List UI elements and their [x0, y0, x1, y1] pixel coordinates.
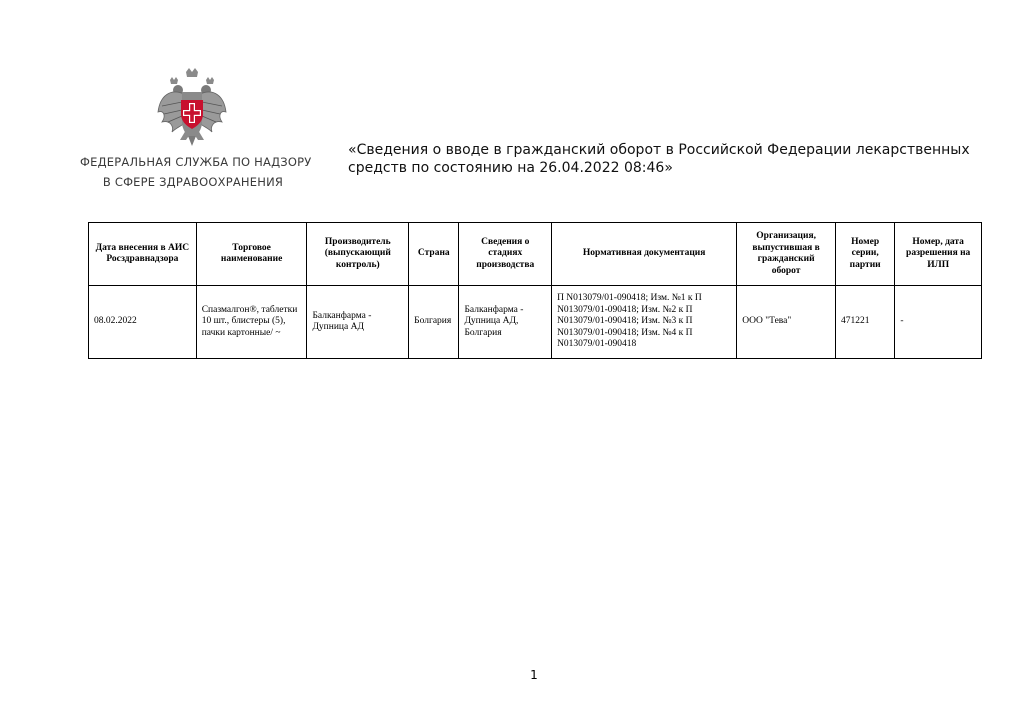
col-header-trade-name: Торговое наименование	[196, 223, 307, 286]
table-header-row	[89, 223, 982, 286]
col-header-manufacturer: Производитель (выпускающий контроль)	[307, 223, 409, 286]
cell-date: 08.02.2022	[89, 286, 197, 359]
col-header-country: Страна	[409, 223, 459, 286]
col-header-documentation: Нормативная документация	[552, 223, 737, 286]
cell-permit: -	[895, 286, 982, 359]
col-header-batch: Номер серии, партии	[835, 223, 894, 286]
roszdravnadzor-emblem	[156, 66, 228, 148]
col-header-stages: Сведения о стадиях производства	[459, 223, 552, 286]
col-header-permit: Номер, дата разрешения на ИЛП	[895, 223, 982, 286]
agency-name	[80, 152, 312, 192]
cell-manufacturer: Балканфарма - Дупница АД	[307, 286, 409, 359]
cell-batch: 471221	[835, 286, 894, 359]
cell-country: Болгария	[409, 286, 459, 359]
agency-name-line2: В СФЕРЕ ЗДРАВООХРАНЕНИЯ	[102, 175, 284, 189]
cell-documentation: П N013079/01-090418; Изм. №1 к П N013079/01-090418; Изм. №2 к П N013079/01-090418; Изм. №3 к П N013079/01-090418; Изм. №4 к П N013079/01-090418	[552, 286, 737, 359]
table-row	[89, 286, 982, 359]
cell-trade-name: Спазмалгон®, таблетки 10 шт., блистеры (5), пачки картонные/ ~	[196, 286, 307, 359]
medicines-table	[88, 222, 982, 359]
cell-organization: ООО "Тева"	[737, 286, 836, 359]
col-header-date: Дата внесения в АИС Росздравнадзора	[89, 223, 197, 286]
col-header-organization: Организация, выпустившая в гражданский оборот	[737, 223, 836, 286]
cell-stages: Балканфарма - Дупница АД, Болгария	[459, 286, 552, 359]
document-title: «Сведения о вводе в гражданский оборот в Российской Федерации лекарственных средств по состоянию на 26.04.2022 08:46»	[348, 142, 970, 176]
page-number: 1	[530, 668, 538, 682]
agency-name-line1: ФЕДЕРАЛЬНАЯ СЛУЖБА ПО НАДЗОРУ	[80, 155, 312, 169]
